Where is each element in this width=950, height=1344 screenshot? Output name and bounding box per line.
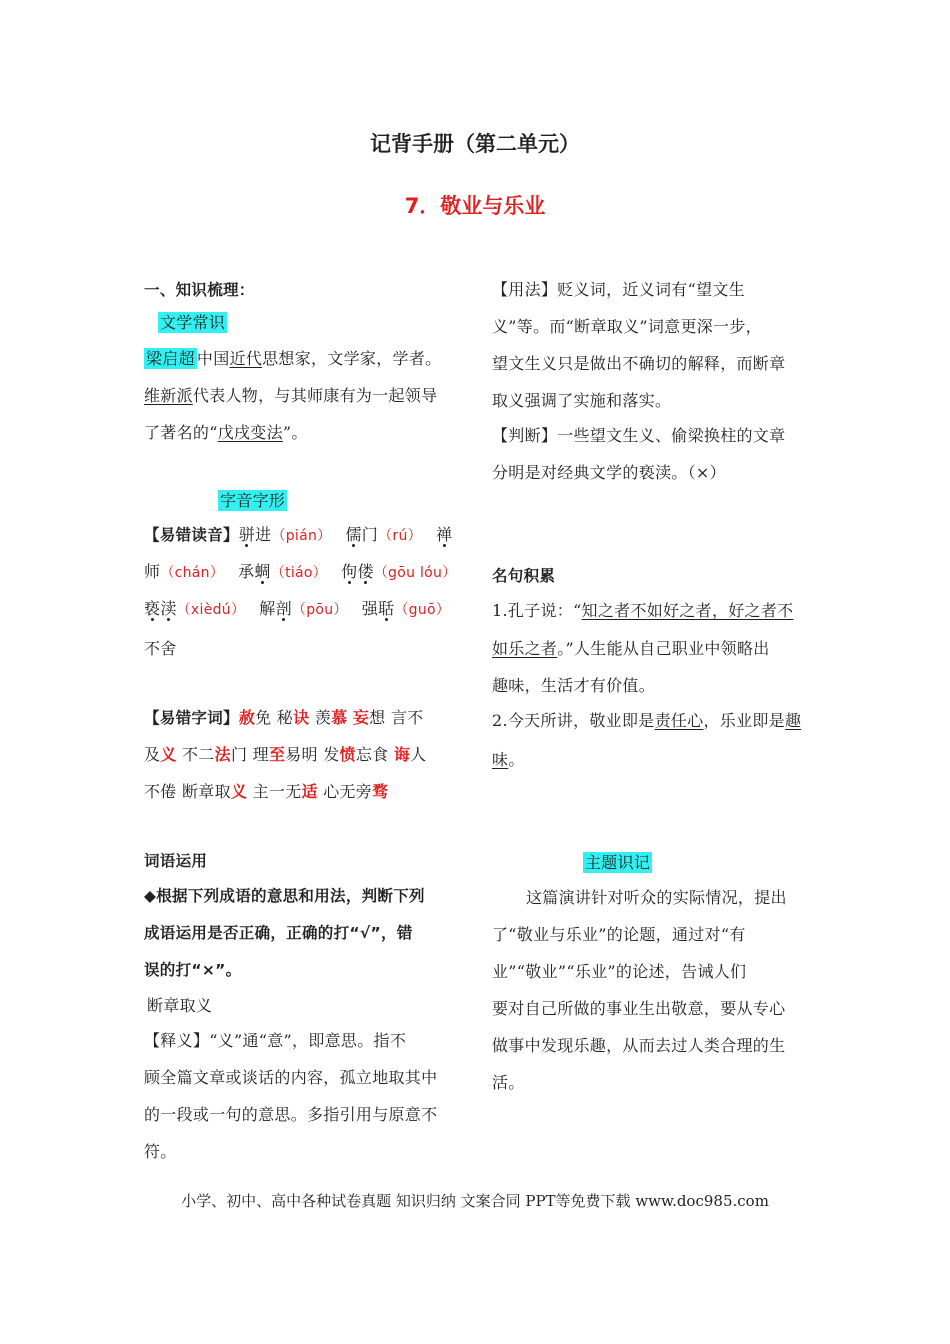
explanation-line-1: 【释义】“义”通“意”，即意思。指不 — [144, 1031, 407, 1050]
usage-instruction-3: 误的打“×”。 — [144, 961, 242, 979]
literature-line-1: 梁启超 中国近代思想家，文学家，学者。 — [146, 349, 442, 368]
usage-line-2: 义”等。而“断章取义”词意更深一步， — [492, 317, 762, 336]
pronunciation-label: 字音字形 — [220, 491, 286, 510]
literature-line-2: 维新派代表人物，与其师康有为一起领导 — [144, 386, 438, 405]
theme-line-6: 活。 — [492, 1073, 525, 1092]
usage-instruction-2: 成语运用是否正确，正确的打“√”，错 — [144, 924, 413, 942]
usage-line-3: 望文生义只是做出不确切的解释，而断章 — [492, 354, 786, 373]
judgement-line-2: 分明是对经典文学的亵渎。（×） — [492, 463, 726, 482]
idiom-name: 断章取义 — [147, 996, 213, 1015]
explanation-line-2: 顾全篇文章或谈话的内容，孤立地取其中 — [144, 1068, 438, 1087]
lesson-title: 7．敬业与乐业 — [404, 194, 546, 218]
words-line-2: 及义 不二法门 理至易明 发愤忘食 诲人 — [144, 745, 427, 764]
explanation-line-4: 符。 — [144, 1142, 177, 1161]
quote-line-1: 1.孔子说：“知之者不如好之者，好之者不 — [492, 601, 794, 620]
quote-line-5: 味。 — [492, 750, 525, 769]
usage-instruction-1: ◆根据下列成语的意思和用法，判断下列 — [144, 887, 425, 905]
usage-heading: 词语运用 — [144, 852, 208, 870]
theme-line-5: 做事中发现乐趣，从而去过人类合理的生 — [492, 1036, 786, 1055]
literature-line-3: 了著名的“戊戌变法”。 — [144, 423, 308, 442]
usage-line-1: 【用法】贬义词，近义词有“望文生 — [492, 280, 745, 299]
literature-label: 文学常识 — [160, 313, 226, 332]
theme-line-4: 要对自己所做的事业生出敬意，要从专心 — [492, 999, 786, 1018]
usage-line-4: 取义强调了实施和落实。 — [492, 391, 672, 410]
explanation-line-3: 的一段或一句的意思。多指引用与原意不 — [144, 1105, 438, 1124]
pronunciation-line-3: 亵渎（xièdú） 解剖（pōu） 强聒（guō） — [144, 599, 451, 618]
footer-text: 小学、初中、高中各种试卷真题 知识归纳 文案合同 PPT等免费下载 www.doc985.com — [181, 1192, 769, 1210]
words-line-1: 【易错字词】赦免 秘诀 羡慕 妄想 言不 — [144, 708, 424, 727]
theme-line-3: 业”“敬业”“乐业”的论述，告诫人们 — [492, 962, 747, 981]
theme-line-1: 这篇演讲针对听众的实际情况，提出 — [526, 888, 787, 907]
page-title: 记背手册（第二单元） — [370, 132, 580, 156]
quotes-heading: 名句积累 — [492, 567, 556, 585]
pronunciation-line-2: 师（chán） 承蜩（tiáo） 佝偻（gōu lóu） — [144, 562, 457, 581]
quote-line-2: 如乐之者。”人生能从自己职业中领略出 — [492, 639, 770, 658]
pronunciation-line-1: 【易错读音】骈进（pián） 儒门（rú） 禅 — [144, 525, 453, 544]
section-heading: 一、知识梳理： — [144, 281, 255, 299]
judgement-line-1: 【判断】一些望文生义、偷梁换柱的文章 — [492, 426, 786, 445]
theme-label: 主题识记 — [585, 853, 651, 872]
theme-line-2: 了“敬业与乐业”的论题，通过对“有 — [492, 925, 746, 944]
words-line-3: 不倦 断章取义 主一无适 心无旁骛 — [144, 782, 389, 801]
pronunciation-line-4: 不舍 — [144, 639, 177, 658]
quote-line-3: 趣味，生活才有价值。 — [492, 676, 656, 695]
quote-line-4: 2.今天所讲，敬业即是责任心，乐业即是趣 — [492, 711, 802, 730]
